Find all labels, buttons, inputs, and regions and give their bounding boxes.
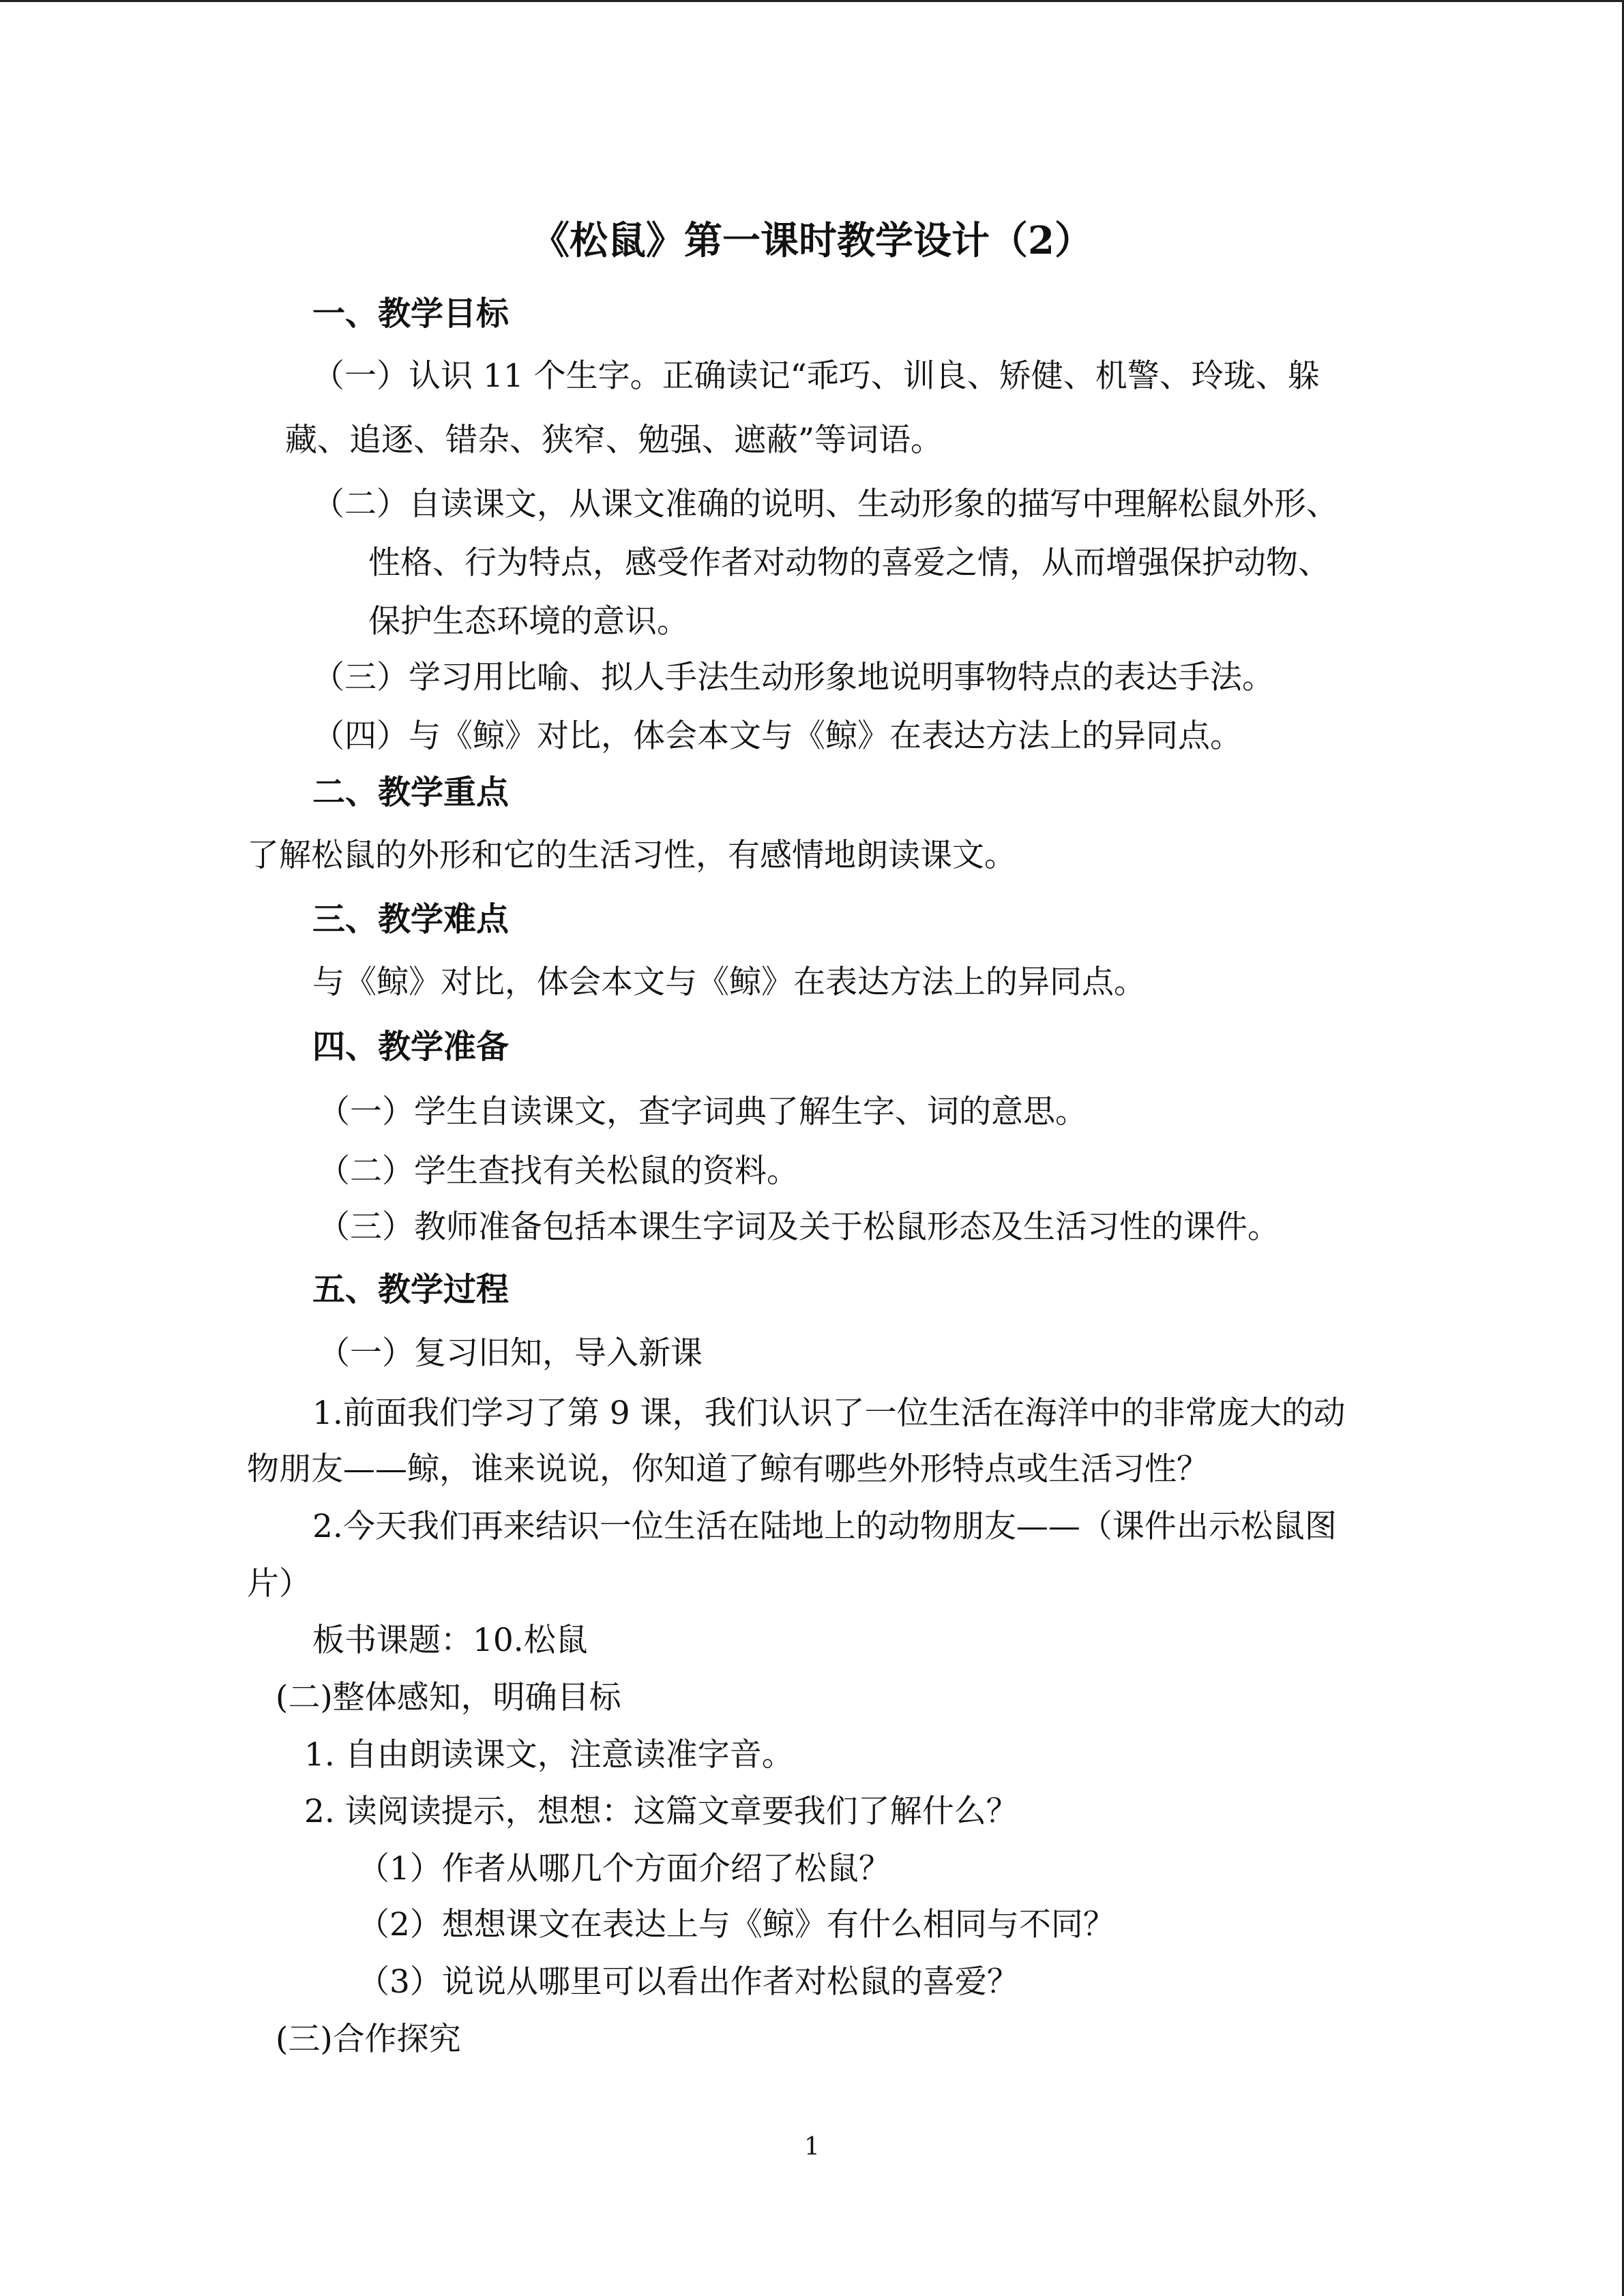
heading-difficulties: 三、教学难点 [312,900,510,938]
objective-item-2-line-1: （二）自读课文，从课文准确的说明、生动形象的描写中理解松鼠外形、 [312,486,1338,523]
process-part-2-question-2: （2）想想课文在表达上与《鲸》有什么相同与不同？ [357,1906,1115,1943]
objective-item-1-line-2: 藏、追逐、错杂、狭窄、勉强、遮蔽”等词语。 [285,421,943,459]
key-points-text: 了解松鼠的外形和它的生活习性，有感情地朗读课文。 [247,837,1016,874]
preparation-item-3: （三）教师准备包括本课生字词及关于松鼠形态及生活习性的课件。 [318,1208,1280,1246]
process-part-3-title: (三)合作探究 [276,2021,461,2058]
heading-process: 五、教学过程 [312,1270,510,1309]
process-part-2-question-3: （3）说说从哪里可以看出作者对松鼠的喜爱？ [357,1963,1019,2001]
process-part-2-step-2: 2. 读阅读提示，想想：这篇文章要我们了解什么？ [304,1793,1018,1830]
preparation-item-2: （二）学生查找有关松鼠的资料。 [318,1152,799,1190]
heading-objectives: 一、教学目标 [312,295,510,333]
objective-item-2-line-3: 保护生态环境的意识。 [368,603,689,640]
process-part-2-step-1: 1. 自由朗读课文，注意读准字音。 [304,1736,794,1774]
objective-item-4: （四）与《鲸》对比，体会本文与《鲸》在表达方法上的异同点。 [312,717,1242,755]
preparation-item-1: （一）学生自读课文，查字词典了解生字、词的意思。 [318,1093,1087,1131]
process-part-1-step-2-line-1: 2.今天我们再来结识一位生活在陆地上的动物朋友——（课件出示松鼠图 [312,1508,1337,1545]
process-part-1-step-1-line-1: 1.前面我们学习了第 9 课，我们认识了一位生活在海洋中的非常庞大的动 [312,1395,1346,1432]
document-title: 《松鼠》第一课时教学设计（2） [531,218,1093,263]
objective-item-1-line-1: （一）认识 11 个生字。正确读记“乖巧、训良、矫健、机警、玲珑、躲 [312,357,1320,395]
objective-item-3: （三）学习用比喻、拟人手法生动形象地说明事物特点的表达手法。 [312,659,1274,696]
board-title: 板书课题：10.松鼠 [312,1622,588,1659]
heading-preparation: 四、教学准备 [312,1028,510,1066]
page-top-border [0,0,1624,2]
page-number: 1 [804,2133,820,2161]
heading-key-points: 二、教学重点 [312,773,510,811]
difficulties-text: 与《鲸》对比，体会本文与《鲸》在表达方法上的异同点。 [312,964,1146,1001]
process-part-1-title: （一）复习旧知，导入新课 [318,1335,703,1372]
process-part-2-title: (二)整体感知，明确目标 [276,1679,621,1716]
objective-item-2-line-2: 性格、行为特点，感受作者对动物的喜爱之情，从而增强保护动物、 [368,544,1330,582]
process-part-1-step-2-line-2: 片） [247,1565,311,1602]
process-part-1-step-1-line-2: 物朋友——鲸，谁来说说，你知道了鲸有哪些外形特点或生活习性？ [247,1450,1209,1488]
process-part-2-question-1: （1）作者从哪几个方面介绍了松鼠？ [357,1850,891,1888]
